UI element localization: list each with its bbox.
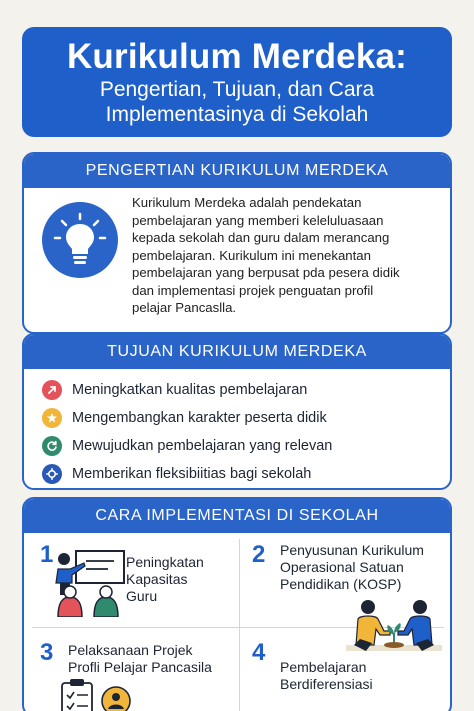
star-icon [42,408,62,428]
page-title: Kurikulum Merdeka: [66,37,408,76]
lightbulb-badge [42,202,118,278]
step-label: Pembelajaran Berdiferensiasi [280,659,373,692]
goal-label: Memberikan fleksibiitias bagi sekolah [72,466,312,482]
definition-text: Kurikulum Merdeka adalah pendekatan pembelajaran yang memberi keleluluasaan kepada sekolah dan guru dalam merancang pembelajaran. Kurikulum ini menekantan pembelajaran yang berpusat pda pesera didik dan implementasi projek penguatan profil pelajar Pancaslla. [132,195,400,315]
step-label: Peningkatan Kapasitas Guru [126,554,204,604]
arrow-up-right-icon [42,380,62,400]
goal-item [42,404,442,432]
gear-icon [42,464,62,484]
step-label: Pelaksanaan Projek Profli Pelajar Pancasila [68,642,212,675]
step-number: 1 [40,541,54,568]
goal-label: Mengembangkan karakter peserta didik [72,410,327,426]
grid-divider-vertical [239,539,240,711]
refresh-icon [42,436,62,456]
goal-item [42,460,442,488]
title-banner [22,27,452,137]
lightbulb-icon [42,202,118,278]
step-number: 4 [252,639,266,666]
definition-heading: PENGERTIAN KURIKULUM MERDEKA [24,154,450,188]
step-number: 2 [252,541,266,568]
goals-list [42,376,442,488]
implementation-heading: CARA IMPLEMENTASI DI SEKOLAH [24,499,450,533]
planting-icon [346,595,442,653]
step-label: Penyusunan Kurikulum Operasional Satuan Pendidikan (KOSP) [280,542,424,592]
page-subtitle-line-2: Implementasinya di Sekolah [105,103,369,126]
goal-label: Meningkatkan kualitas pembelajaran [72,382,308,398]
goal-label: Mewujudkan pembelajaran yang relevan [72,438,333,454]
goal-item [42,432,442,460]
step-number: 3 [40,639,54,666]
checklist-icon [60,679,132,711]
definition-card [22,152,452,334]
goal-item [42,376,442,404]
implementation-card [22,497,452,711]
teacher-icon [50,547,132,617]
goals-heading: TUJUAN KURIKULUM MERDEKA [24,335,450,369]
goals-card [22,333,452,490]
page-subtitle-line-1: Pengertian, Tujuan, dan Cara [99,78,375,101]
